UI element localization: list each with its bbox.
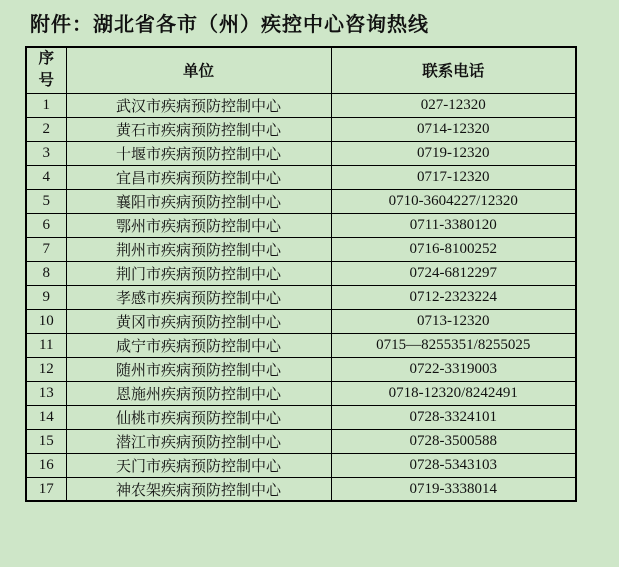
row-number: 17 xyxy=(26,477,66,501)
table-row xyxy=(26,357,576,381)
row-number: 1 xyxy=(26,93,66,117)
phone-number: 0710-3604227/12320 xyxy=(331,189,576,213)
unit-name: 荆州市疾病预防控制中心 xyxy=(66,237,331,261)
unit-name: 黄石市疾病预防控制中心 xyxy=(66,117,331,141)
unit-name: 神农架疾病预防控制中心 xyxy=(66,477,331,501)
header-cell-unit: 单位 xyxy=(66,47,331,93)
row-number: 13 xyxy=(26,381,66,405)
unit-name: 襄阳市疾病预防控制中心 xyxy=(66,189,331,213)
table-row xyxy=(26,429,576,453)
unit-name: 武汉市疾病预防控制中心 xyxy=(66,93,331,117)
table-row xyxy=(26,141,576,165)
row-number: 14 xyxy=(26,405,66,429)
phone-number: 0728-3324101 xyxy=(331,405,576,429)
row-number: 15 xyxy=(26,429,66,453)
row-number: 5 xyxy=(26,189,66,213)
header-cell-index xyxy=(26,47,66,93)
unit-name: 随州市疾病预防控制中心 xyxy=(66,357,331,381)
phone-number: 027-12320 xyxy=(331,93,576,117)
table-row xyxy=(26,309,576,333)
header-cell-phone: 联系电话 xyxy=(331,47,576,93)
unit-name: 仙桃市疾病预防控制中心 xyxy=(66,405,331,429)
page-title: 附件：湖北省各市（州）疾控中心咨询热线 xyxy=(30,14,429,36)
phone-number: 0715—8255351/8255025 xyxy=(331,333,576,357)
unit-name: 潜江市疾病预防控制中心 xyxy=(66,429,331,453)
row-number: 9 xyxy=(26,285,66,309)
table-row xyxy=(26,93,576,117)
unit-name: 咸宁市疾病预防控制中心 xyxy=(66,333,331,357)
header-row xyxy=(26,47,576,93)
phone-number: 0712-2323224 xyxy=(331,285,576,309)
phone-number: 0728-5343103 xyxy=(331,453,576,477)
unit-name: 黄冈市疾病预防控制中心 xyxy=(66,309,331,333)
table-row xyxy=(26,165,576,189)
table-row xyxy=(26,405,576,429)
header-index-label: 序号 xyxy=(38,50,54,90)
row-number: 2 xyxy=(26,117,66,141)
unit-name: 孝感市疾病预防控制中心 xyxy=(66,285,331,309)
row-number: 12 xyxy=(26,357,66,381)
unit-name: 十堰市疾病预防控制中心 xyxy=(66,141,331,165)
row-number: 7 xyxy=(26,237,66,261)
unit-name: 天门市疾病预防控制中心 xyxy=(66,453,331,477)
table-row xyxy=(26,237,576,261)
row-number: 6 xyxy=(26,213,66,237)
row-number: 4 xyxy=(26,165,66,189)
phone-number: 0719-12320 xyxy=(331,141,576,165)
phone-number: 0718-12320/8242491 xyxy=(331,381,576,405)
phone-number: 0722-3319003 xyxy=(331,357,576,381)
table-row xyxy=(26,189,576,213)
phone-number: 0711-3380120 xyxy=(331,213,576,237)
phone-number: 0717-12320 xyxy=(331,165,576,189)
table-row xyxy=(26,381,576,405)
table-row xyxy=(26,333,576,357)
table-row xyxy=(26,213,576,237)
hotline-table xyxy=(25,46,577,502)
row-number: 11 xyxy=(26,333,66,357)
unit-name: 宜昌市疾病预防控制中心 xyxy=(66,165,331,189)
row-number: 3 xyxy=(26,141,66,165)
phone-number: 0716-8100252 xyxy=(331,237,576,261)
row-number: 8 xyxy=(26,261,66,285)
unit-name: 恩施州疾病预防控制中心 xyxy=(66,381,331,405)
phone-number: 0713-12320 xyxy=(331,309,576,333)
phone-number: 0714-12320 xyxy=(331,117,576,141)
table-row xyxy=(26,261,576,285)
table-body xyxy=(26,93,576,501)
unit-name: 荆门市疾病预防控制中心 xyxy=(66,261,331,285)
phone-number: 0728-3500588 xyxy=(331,429,576,453)
phone-number: 0724-6812297 xyxy=(331,261,576,285)
row-number: 16 xyxy=(26,453,66,477)
row-number: 10 xyxy=(26,309,66,333)
table-header xyxy=(26,47,576,93)
table-row xyxy=(26,117,576,141)
phone-number: 0719-3338014 xyxy=(331,477,576,501)
table-row xyxy=(26,453,576,477)
unit-name: 鄂州市疾病预防控制中心 xyxy=(66,213,331,237)
table-row xyxy=(26,285,576,309)
table-row xyxy=(26,477,576,501)
